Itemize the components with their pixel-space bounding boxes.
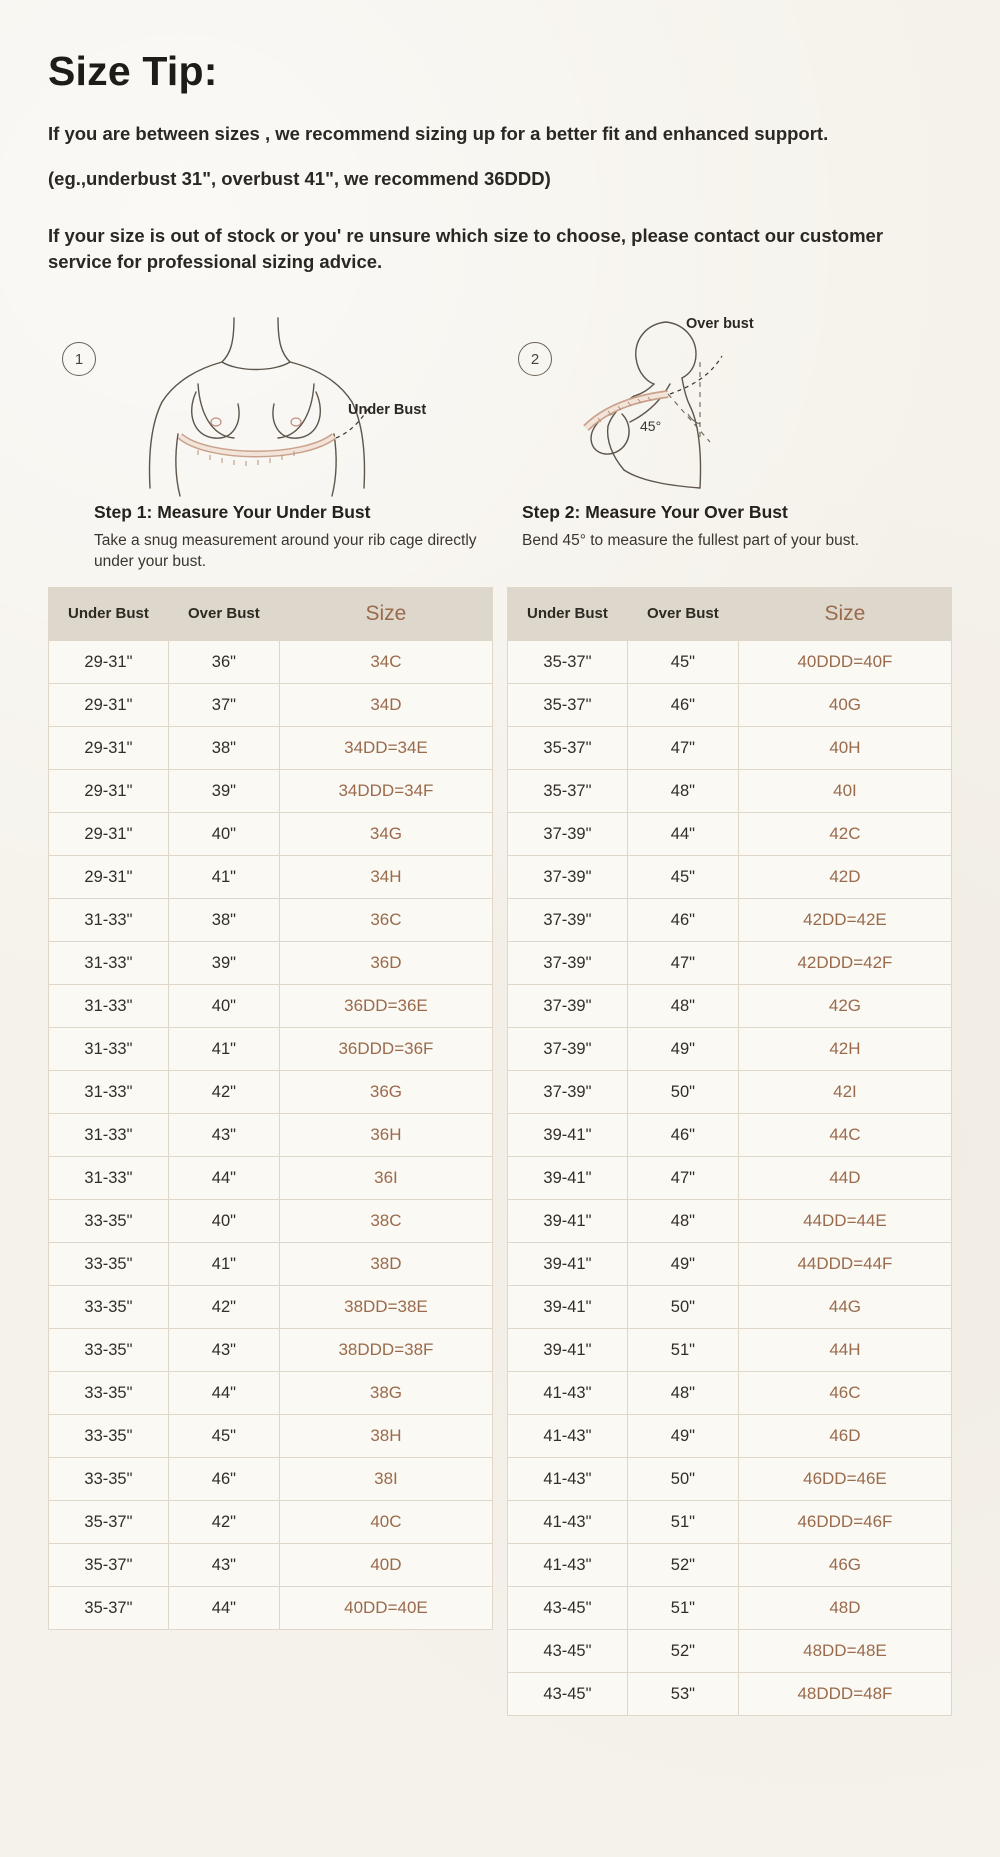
cell-over-bust: 44" [168, 1157, 279, 1200]
cell-under-bust: 43-45" [508, 1673, 628, 1716]
cell-over-bust: 44" [627, 813, 738, 856]
cell-under-bust: 39-41" [508, 1157, 628, 1200]
cell-under-bust: 43-45" [508, 1630, 628, 1673]
table-row [49, 856, 493, 899]
cell-under-bust: 39-41" [508, 1243, 628, 1286]
cell-under-bust: 35-37" [508, 641, 628, 684]
cell-under-bust: 43-45" [508, 1587, 628, 1630]
cell-size: 38C [279, 1200, 492, 1243]
cell-over-bust: 40" [168, 985, 279, 1028]
cell-size: 44H [738, 1329, 951, 1372]
cell-over-bust: 50" [627, 1458, 738, 1501]
table-row [508, 1028, 952, 1071]
cell-under-bust: 37-39" [508, 899, 628, 942]
cell-size: 34DD=34E [279, 727, 492, 770]
cell-over-bust: 44" [168, 1587, 279, 1630]
table-row [508, 1544, 952, 1587]
table-row [508, 1630, 952, 1673]
size-table-right-wrap [507, 587, 952, 1716]
cell-over-bust: 52" [627, 1544, 738, 1587]
table-header-row [508, 588, 952, 641]
cell-under-bust: 37-39" [508, 856, 628, 899]
intro-paragraph-3: If your size is out of stock or you' re unsure which size to choose, please contact our customer service for professional sizing advice. [48, 224, 884, 273]
cell-over-bust: 46" [627, 1114, 738, 1157]
table-row [49, 1200, 493, 1243]
cell-size: 44DD=44E [738, 1200, 951, 1243]
cell-under-bust: 33-35" [49, 1372, 169, 1415]
cell-over-bust: 42" [168, 1071, 279, 1114]
cell-under-bust: 29-31" [49, 856, 169, 899]
table-row [508, 641, 952, 684]
cell-size: 34D [279, 684, 492, 727]
cell-over-bust: 50" [627, 1286, 738, 1329]
cell-over-bust: 47" [627, 1157, 738, 1200]
table-row [49, 684, 493, 727]
table-row [49, 1415, 493, 1458]
table-row [49, 985, 493, 1028]
cell-size: 42H [738, 1028, 951, 1071]
cell-size: 34C [279, 641, 492, 684]
cell-under-bust: 37-39" [508, 813, 628, 856]
cell-over-bust: 53" [627, 1673, 738, 1716]
cell-size: 36C [279, 899, 492, 942]
cell-size: 36DDD=36F [279, 1028, 492, 1071]
cell-under-bust: 41-43" [508, 1501, 628, 1544]
table-row [508, 1329, 952, 1372]
cell-over-bust: 43" [168, 1544, 279, 1587]
cell-size: 44G [738, 1286, 951, 1329]
measurement-steps [48, 310, 952, 573]
cell-under-bust: 31-33" [49, 1071, 169, 1114]
table-row [49, 899, 493, 942]
over-bust-label: Over bust [686, 316, 754, 333]
table-row [49, 942, 493, 985]
cell-over-bust: 48" [627, 985, 738, 1028]
cell-over-bust: 43" [168, 1114, 279, 1157]
cell-under-bust: 35-37" [508, 684, 628, 727]
header-under-bust: Under Bust [508, 588, 628, 641]
table-row [49, 1114, 493, 1157]
table-row [508, 1071, 952, 1114]
cell-over-bust: 49" [627, 1028, 738, 1071]
cell-under-bust: 29-31" [49, 813, 169, 856]
cell-size: 36D [279, 942, 492, 985]
table-row [49, 1243, 493, 1286]
cell-over-bust: 48" [627, 770, 738, 813]
cell-under-bust: 33-35" [49, 1329, 169, 1372]
table-row [508, 1200, 952, 1243]
header-over-bust: Over Bust [168, 588, 279, 641]
step-1 [48, 310, 500, 573]
table-row [49, 770, 493, 813]
cell-under-bust: 41-43" [508, 1544, 628, 1587]
table-row [508, 727, 952, 770]
table-row [508, 1372, 952, 1415]
table-row [508, 813, 952, 856]
cell-over-bust: 46" [627, 684, 738, 727]
cell-over-bust: 39" [168, 942, 279, 985]
cell-under-bust: 35-37" [49, 1587, 169, 1630]
table-row [508, 1458, 952, 1501]
table-header-row [49, 588, 493, 641]
cell-over-bust: 41" [168, 856, 279, 899]
cell-size: 40G [738, 684, 951, 727]
table-row [508, 1415, 952, 1458]
angle-label: 45° [640, 418, 662, 435]
cell-over-bust: 51" [627, 1329, 738, 1372]
step-1-figure [48, 310, 500, 500]
cell-under-bust: 33-35" [49, 1286, 169, 1329]
cell-under-bust: 39-41" [508, 1114, 628, 1157]
cell-over-bust: 45" [168, 1415, 279, 1458]
cell-under-bust: 39-41" [508, 1200, 628, 1243]
size-table-left-wrap [48, 587, 493, 1716]
table-row [508, 1501, 952, 1544]
cell-over-bust: 51" [627, 1501, 738, 1544]
table-row [508, 1587, 952, 1630]
cell-under-bust: 35-37" [508, 770, 628, 813]
cell-under-bust: 41-43" [508, 1415, 628, 1458]
cell-size: 38DD=38E [279, 1286, 492, 1329]
table-row [508, 1286, 952, 1329]
cell-under-bust: 31-33" [49, 1028, 169, 1071]
table-row [49, 1372, 493, 1415]
cell-under-bust: 29-31" [49, 770, 169, 813]
cell-size: 46D [738, 1415, 951, 1458]
table-row [508, 1114, 952, 1157]
cell-size: 42G [738, 985, 951, 1028]
cell-over-bust: 38" [168, 727, 279, 770]
cell-under-bust: 37-39" [508, 985, 628, 1028]
cell-over-bust: 47" [627, 727, 738, 770]
cell-over-bust: 49" [627, 1243, 738, 1286]
cell-size: 38G [279, 1372, 492, 1415]
cell-under-bust: 33-35" [49, 1200, 169, 1243]
table-row [49, 727, 493, 770]
table-row [49, 1028, 493, 1071]
step-1-number: 1 [62, 342, 96, 376]
cell-under-bust: 41-43" [508, 1372, 628, 1415]
cell-over-bust: 36" [168, 641, 279, 684]
under-bust-label: Under Bust [348, 402, 427, 419]
cell-under-bust: 31-33" [49, 899, 169, 942]
cell-over-bust: 40" [168, 813, 279, 856]
size-table-left-body [49, 641, 493, 1630]
cell-size: 46DD=46E [738, 1458, 951, 1501]
table-row [49, 1587, 493, 1630]
cell-size: 44D [738, 1157, 951, 1200]
cell-over-bust: 44" [168, 1372, 279, 1415]
cell-over-bust: 45" [627, 856, 738, 899]
cell-size: 42C [738, 813, 951, 856]
cell-size: 36I [279, 1157, 492, 1200]
cell-under-bust: 33-35" [49, 1458, 169, 1501]
cell-size: 46C [738, 1372, 951, 1415]
cell-under-bust: 37-39" [508, 1071, 628, 1114]
cell-size: 40DD=40E [279, 1587, 492, 1630]
cell-over-bust: 41" [168, 1243, 279, 1286]
size-table-right-body [508, 641, 952, 1716]
cell-under-bust: 31-33" [49, 985, 169, 1028]
table-row [508, 684, 952, 727]
table-row [508, 770, 952, 813]
cell-size: 34H [279, 856, 492, 899]
cell-size: 36G [279, 1071, 492, 1114]
cell-size: 40DDD=40F [738, 641, 951, 684]
cell-under-bust: 37-39" [508, 1028, 628, 1071]
cell-size: 40I [738, 770, 951, 813]
cell-size: 36DD=36E [279, 985, 492, 1028]
cell-size: 48DDD=48F [738, 1673, 951, 1716]
cell-under-bust: 31-33" [49, 1114, 169, 1157]
cell-size: 40D [279, 1544, 492, 1587]
cell-size: 42I [738, 1071, 951, 1114]
cell-over-bust: 38" [168, 899, 279, 942]
cell-under-bust: 39-41" [508, 1329, 628, 1372]
table-row [49, 1157, 493, 1200]
cell-size: 34G [279, 813, 492, 856]
table-row [49, 813, 493, 856]
cell-under-bust: 35-37" [49, 1544, 169, 1587]
cell-over-bust: 47" [627, 942, 738, 985]
header-size: Size [279, 588, 492, 641]
cell-under-bust: 39-41" [508, 1286, 628, 1329]
table-row [49, 1286, 493, 1329]
cell-under-bust: 31-33" [49, 942, 169, 985]
cell-over-bust: 37" [168, 684, 279, 727]
cell-size: 44DDD=44F [738, 1243, 951, 1286]
cell-size: 40C [279, 1501, 492, 1544]
cell-under-bust: 35-37" [49, 1501, 169, 1544]
cell-under-bust: 29-31" [49, 641, 169, 684]
cell-over-bust: 40" [168, 1200, 279, 1243]
cell-size: 36H [279, 1114, 492, 1157]
cell-over-bust: 43" [168, 1329, 279, 1372]
cell-over-bust: 39" [168, 770, 279, 813]
step-2-description: Bend 45° to measure the fullest part of your bust. [522, 532, 860, 550]
header-size: Size [738, 588, 951, 641]
size-table-left [48, 587, 493, 1630]
cell-over-bust: 52" [627, 1630, 738, 1673]
cell-under-bust: 33-35" [49, 1415, 169, 1458]
header-under-bust: Under Bust [49, 588, 169, 641]
cell-under-bust: 31-33" [49, 1157, 169, 1200]
cell-over-bust: 50" [627, 1071, 738, 1114]
cell-size: 38H [279, 1415, 492, 1458]
step-1-description: Take a snug measurement around your rib cage directly under your bust. [94, 532, 477, 571]
cell-size: 38I [279, 1458, 492, 1501]
table-row [508, 942, 952, 985]
intro-paragraph-1: If you are between sizes , we recommend sizing up for a better fit and enhanced support. [48, 123, 829, 144]
cell-size: 38DDD=38F [279, 1329, 492, 1372]
cell-size: 42D [738, 856, 951, 899]
step-2-figure [500, 310, 952, 500]
cell-over-bust: 45" [627, 641, 738, 684]
cell-over-bust: 49" [627, 1415, 738, 1458]
table-row [508, 985, 952, 1028]
table-row [49, 1544, 493, 1587]
size-tables [48, 587, 952, 1716]
step-1-title: Step 1: Measure Your Under Bust [94, 502, 371, 523]
step-2 [500, 310, 952, 573]
cell-size: 38D [279, 1243, 492, 1286]
table-row [49, 1071, 493, 1114]
cell-over-bust: 42" [168, 1286, 279, 1329]
cell-size: 46G [738, 1544, 951, 1587]
cell-over-bust: 41" [168, 1028, 279, 1071]
step-2-number: 2 [518, 342, 552, 376]
cell-size: 48DD=48E [738, 1630, 951, 1673]
cell-over-bust: 48" [627, 1200, 738, 1243]
table-row [508, 899, 952, 942]
table-row [508, 1243, 952, 1286]
cell-under-bust: 41-43" [508, 1458, 628, 1501]
cell-under-bust: 35-37" [508, 727, 628, 770]
table-row [49, 1458, 493, 1501]
cell-size: 48D [738, 1587, 951, 1630]
table-row [49, 1501, 493, 1544]
cell-over-bust: 48" [627, 1372, 738, 1415]
table-row [49, 641, 493, 684]
header-over-bust: Over Bust [627, 588, 738, 641]
cell-over-bust: 51" [627, 1587, 738, 1630]
cell-under-bust: 29-31" [49, 727, 169, 770]
cell-size: 42DD=42E [738, 899, 951, 942]
cell-over-bust: 42" [168, 1501, 279, 1544]
table-row [508, 856, 952, 899]
cell-size: 46DDD=46F [738, 1501, 951, 1544]
cell-under-bust: 33-35" [49, 1243, 169, 1286]
step-2-title: Step 2: Measure Your Over Bust [522, 502, 788, 523]
size-table-right [507, 587, 952, 1716]
cell-size: 44C [738, 1114, 951, 1157]
cell-over-bust: 46" [627, 899, 738, 942]
cell-size: 34DDD=34F [279, 770, 492, 813]
table-row [508, 1673, 952, 1716]
table-row [49, 1329, 493, 1372]
cell-under-bust: 29-31" [49, 684, 169, 727]
cell-size: 42DDD=42F [738, 942, 951, 985]
over-bust-illustration [550, 310, 970, 500]
intro-paragraph-2: (eg.,underbust 31", overbust 41", we recommend 36DDD) [48, 167, 551, 189]
cell-size: 40H [738, 727, 951, 770]
cell-over-bust: 46" [168, 1458, 279, 1501]
page-title: Size Tip: [48, 48, 218, 94]
cell-under-bust: 37-39" [508, 942, 628, 985]
table-row [508, 1157, 952, 1200]
